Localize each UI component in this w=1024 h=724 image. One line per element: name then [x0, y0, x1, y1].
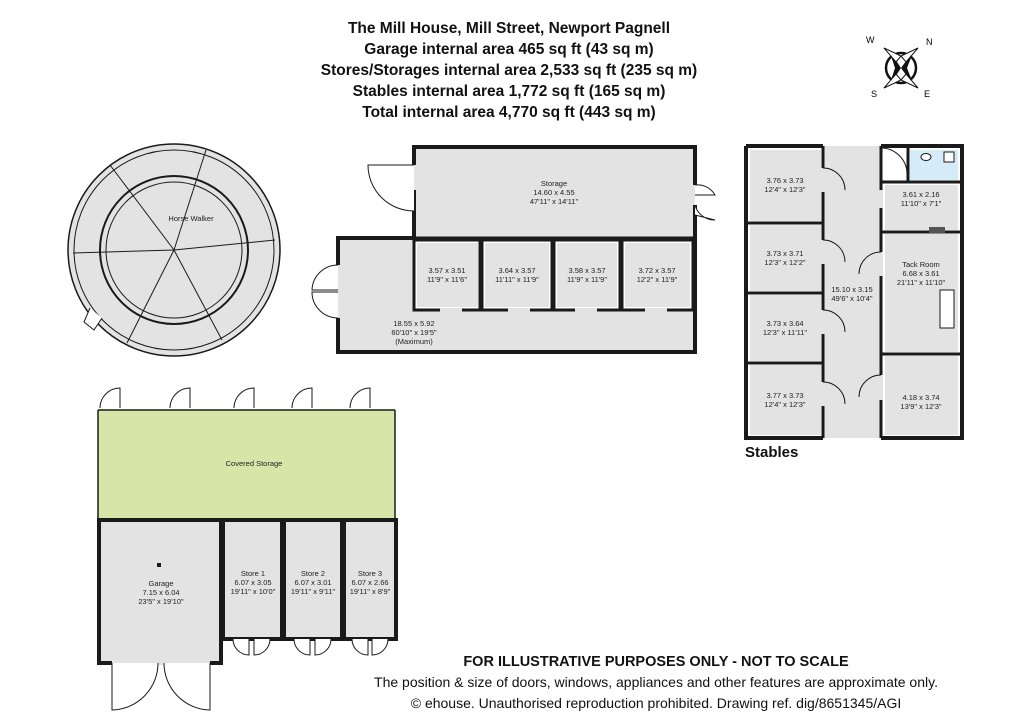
- total-area: Total internal area 4,770 sq ft (443 sq m): [362, 104, 656, 121]
- corridor-metric: 15.10 x 3.15: [831, 285, 873, 294]
- store3-name: Store 3: [357, 569, 383, 578]
- hall-imperial: 60'10" x 19'5": [391, 328, 437, 337]
- box2-imperial: 12'3" x 12'2": [764, 258, 806, 267]
- box3-metric: 3.73 x 3.64: [766, 319, 804, 328]
- garage-name: Garage: [148, 579, 174, 588]
- compass-s: S: [871, 89, 878, 99]
- end-box-metric: 4.18 x 3.74: [902, 393, 940, 402]
- copyright-text: © ehouse. Unauthorised reproduction prohibited. Drawing ref. dig/8651345/AGI: [410, 695, 902, 711]
- corridor-imperial: 49'6" x 10'4": [831, 294, 873, 303]
- box2-metric: 3.73 x 3.71: [766, 249, 804, 258]
- horse-walker-label: Horse Walker: [168, 214, 214, 223]
- box1-metric: 3.76 x 3.73: [766, 176, 804, 185]
- box4-metric: 3.77 x 3.73: [766, 391, 804, 400]
- store2-name: Store 2: [300, 569, 326, 578]
- storage-metric: 14.60 x 4.55: [533, 188, 575, 197]
- store1-name: Store 1: [240, 569, 266, 578]
- bay3-metric: 3.58 x 3.57: [568, 266, 606, 275]
- store2-metric: 6.07 x 3.01: [294, 578, 332, 587]
- storage-imperial: 47'11" x 14'11": [529, 197, 579, 206]
- bay2-imperial: 11'11" x 11'9": [495, 275, 539, 284]
- storage-name: Storage: [540, 179, 568, 188]
- storage-block: [312, 147, 715, 352]
- bay4-imperial: 12'2" x 11'9": [636, 275, 678, 284]
- garage-area: Garage internal area 465 sq ft (43 sq m): [364, 41, 654, 58]
- box3-imperial: 12'3" x 11'11": [762, 328, 808, 337]
- hall-note: (Maximum): [395, 337, 433, 346]
- disclaimer-text: The position & size of doors, windows, appliances and other features are approximate only.: [374, 674, 938, 690]
- store3-imperial: 19'11" x 8'9": [349, 587, 391, 596]
- box4-imperial: 12'4" x 12'3": [764, 400, 806, 409]
- stables-title: Stables: [745, 444, 799, 461]
- property-address: The Mill House, Mill Street, Newport Pagnell: [347, 20, 671, 37]
- small-room-imperial: 11'10" x 7'1": [900, 199, 942, 208]
- tack-room-name: Tack Room: [902, 260, 940, 269]
- disclaimer-title: FOR ILLUSTRATIVE PURPOSES ONLY - NOT TO SCALE: [463, 654, 849, 670]
- small-room-metric: 3.61 x 2.16: [902, 190, 940, 199]
- compass-w: W: [866, 35, 875, 45]
- garage-imperial: 23'5" x 19'10": [138, 597, 184, 606]
- bay1-metric: 3.57 x 3.51: [428, 266, 466, 275]
- plan-footer: [336, 652, 976, 714]
- covered-storage-label: Covered Storage: [225, 459, 283, 468]
- end-box-imperial: 13'9" x 12'3": [900, 402, 942, 411]
- box1-imperial: 12'4" x 12'3": [764, 185, 806, 194]
- bay1-imperial: 11'9" x 11'6": [426, 275, 468, 284]
- stables-area: Stables internal area 1,772 sq ft (165 sq m): [352, 83, 666, 100]
- store1-imperial: 19'11" x 10'0": [230, 587, 276, 596]
- stables-block: [746, 146, 962, 438]
- compass-e: E: [924, 89, 931, 99]
- tack-room-metric: 6.68 x 3.61: [902, 269, 940, 278]
- horse-walker: [68, 144, 280, 356]
- hall-metric: 18.55 x 5.92: [393, 319, 435, 328]
- garage-metric: 7.15 x 6.04: [142, 588, 180, 597]
- bay3-imperial: 11'9" x 11'9": [566, 275, 608, 284]
- bay4-metric: 3.72 x 3.57: [638, 266, 676, 275]
- compass-n: N: [926, 37, 933, 47]
- store1-metric: 6.07 x 3.05: [234, 578, 272, 587]
- stores-area: Stores/Storages internal area 2,533 sq ft (235 sq m): [320, 62, 698, 79]
- compass-icon: [866, 35, 933, 99]
- store3-metric: 6.07 x 2.66: [351, 578, 389, 587]
- bay2-metric: 3.64 x 3.57: [498, 266, 536, 275]
- store2-imperial: 19'11" x 9'11": [290, 587, 336, 596]
- tack-room-imperial: 21'11" x 11'10": [896, 278, 946, 287]
